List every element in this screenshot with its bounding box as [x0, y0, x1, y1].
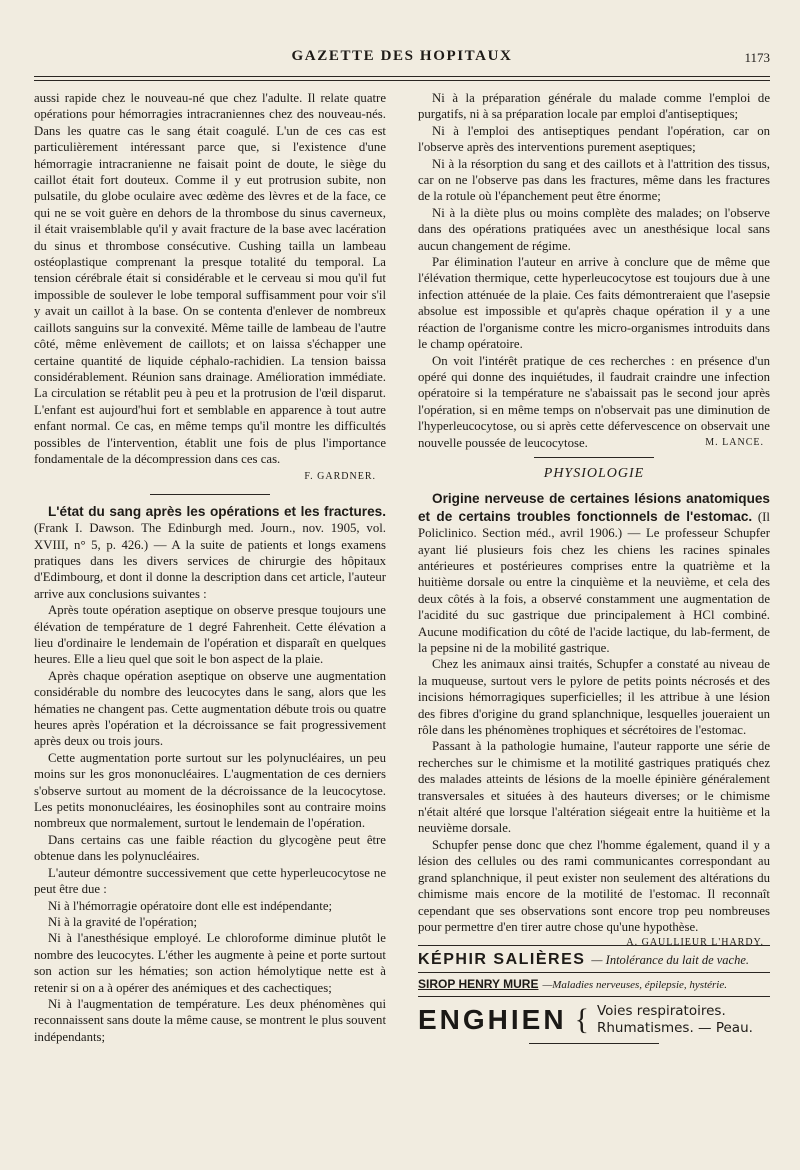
paragraph: Ni à l'augmentation de température. Les deux phénomènes qui reconnaissent sans doute la même cause, se montrent le plus souvent indépendants; — [34, 996, 386, 1044]
paragraph: Dans certains cas une faible réaction du glycogène peut être obtenue dans les polynucléaires. — [34, 832, 386, 864]
paragraph: Chez les animaux ainsi traités, Schupfer a constaté au niveau de la muqueuse, surtout vers le pylore de petits points nécrosés et des incisions hémorragiques superficielles; il les attribue à une lésion des fibres d'origine du grand splanchnique, lesquelles joueraient un rôle dans les phénomènes trophiques et sécrétoires de l'estomac. — [418, 657, 770, 738]
ad-line: Voies respiratoires. — [596, 1003, 726, 1020]
divider — [150, 494, 270, 495]
ad-text: — Intolérance du lait de vache. — [591, 953, 750, 968]
header-rule — [34, 76, 770, 77]
article-title: Origine nerveuse de certaines lésions anatomiques et de certains troubles fonctionnels de l'estomac. — [418, 491, 770, 524]
article-reference: (Frank I. Dawson. The Edinburgh med. Journ., nov. 1905, vol. XVIII, n° 5, p. 426.) — A la suite de patients et longs examens pratiques dans les divers services de chirurgie des hôpitaux d'Edimbourg, et dont il donne la description dans cet article, l'auteur arrive aux conclusions suivantes : — [34, 521, 386, 601]
ad-brand: KÉPHIR SALIÈRES — [418, 951, 586, 969]
paragraph — [418, 353, 770, 451]
ad-text: —Maladies nerveuses, épilepsie, hystérie. — [542, 978, 727, 991]
paragraph — [418, 837, 770, 949]
paragraph: Ni à la gravité de l'opération; — [48, 914, 198, 929]
journal-title: GAZETTE DES HOPITAUX — [291, 48, 513, 64]
paragraph: Ni à la résorption du sang et des caillots et à l'attrition des tissus, car on ne l'observe pas dans les fractures, même dans les fractures de la rotule où l'épanchement peut être énorme; — [418, 156, 770, 204]
article-title: L'état du sang après les opérations et les fractures. — [48, 503, 386, 519]
right-column — [418, 90, 770, 1044]
ad-enghien — [418, 997, 770, 1037]
paragraph: Cette augmentation porte surtout sur les polynucléaires, un peu moins sur les gros mononucléaires. L'augmentation de ces derniers s'observe surtout au moment de la décroissance de la leucocytose. Les petits mononucléaires, les éosinophiles sont au contraire moins nombreux que normalement, surtout le lendemain de l'opération. — [34, 750, 386, 831]
paragraph-text: Schupfer pense donc que chez l'homme également, quand il y a lésion des cellules ou des rami communicantes correspondant au grand splanchnique, il peut exister non seulement des altérations du chimisme mais encore de la motilité de l'estomac. Il reconnaît cependant que ses observations sont encore trop peu nombreuses pour permettre d'en tirer autre chose qu'une hypothèse. — [418, 837, 770, 934]
paragraph: Passant à la pathologie humaine, l'auteur rapporte une série de recherches sur le chimisme et la motilité gastriques pratiqués chez des malades atteints de lésions de la moelle épinière généralement transversales et situées à des hauteurs diverses; or le chimisme n'était altéré que lorsque l'altération siégeait entre la huitième et la neuvième dorsale. — [418, 739, 770, 836]
divider — [534, 457, 654, 458]
article-heading — [418, 490, 770, 656]
header-rule-thin — [34, 80, 770, 81]
paragraph: Ni à l'emploi des antiseptiques pendant l'opération, car on l'observe après des interventions purement aseptiques; — [418, 123, 770, 155]
author-signature: F. GARDNER. — [304, 471, 376, 483]
ad-lines — [597, 1003, 753, 1037]
author-signature: A. GAULLIEUR L'HARDY. — [626, 937, 764, 949]
author-signature: M. LANCE. — [705, 436, 764, 448]
ad-sirop — [418, 973, 770, 997]
paragraph: aussi rapide chez le nouveau-né que chez l'adulte. Il relate quatre opérations pour hémorragies intracraniennes chez des nouveau-nés. Dans les quatre cas le sang était coagulé. L'un de ces cas est particulièrement intéressant parce que, si l'existence d'une hémorragie intracranienne ne faisait point de doute, le siège du caillot était fort douteux. Comme il y eut protrusion subite, non pulsatile, du globe oculaire avec œdème des lèvres et de la face, ce qui ne se voit guère en dehors de la thrombose du sinus caverneux, il était vraisemblable qu'il y avait fracture de la base avec lacération du sinus et thrombose consécutive. Cushing tailla un lambeau ostéoplastique comprenant la presque totalité du temporal. La tension cérébrale était si considérable et le cerveau si mou qu'il fut impossible de soulever le lobe temporal suffisamment pour voir s'il y avait un caillot à la base. On se contenta d'enlever de nombreux caillots sanguins sur la convexité. Même taille de lambeau de l'autre côté, même enlèvement de caillots; et on laissa s'échapper une certaine quantité de liquide céphalo-rachidien. La tension baissa considérablement. Réunion sans drainage. Amélioration immédiate. La circulation se rétablit peu à peu et la protrusion de l'œil disparut. L'enfant est aujourd'hui fort et semblable en apparence à tout autre enfant normal. Ce cas, en même temps qu'il montre les difficultés possibles de l'intervention, établit une fois de plus l'importance fondamentale de la décompression dans ces cas. — [34, 91, 386, 466]
article-heading — [34, 503, 386, 602]
article-reference: (Il Policlinico. Section méd., avril 1906.) — Le professeur Schupfer ayant lié plusieurs fois chez les chiens les racines spinales antérieures et postérieures comprises entre la quatrième et la huitième dorsale ou entre la cinquième et la neuvième, et cela des deux côtés à la fois, a observé constamment une augmentation de l'acidité du suc gastrique due principalement à HCl combiné. Aucune modification du côté de l'acide lactique, du lab-ferment, de la pepsine ni de la mobilité gastrique. — [418, 509, 770, 655]
divider — [529, 1043, 659, 1044]
ad-line: Rhumatismes. — Peau. — [596, 1020, 753, 1037]
paragraph: Ni à la préparation générale du malade comme l'emploi de purgatifs, ni à sa préparation locale par emploi d'antiseptiques; — [418, 91, 770, 122]
paragraph: Après chaque opération aseptique on observe une augmentation considérable du nombre des leucocytes dans le sang, alors que les hématies ne changent pas. Cette augmentation débute trois ou quatre heures après l'opération et la décroissance se fait progressivement après deux ou trois jours. — [34, 668, 386, 749]
ad-brand: SIROP HENRY MURE — [418, 976, 539, 991]
page-header — [34, 48, 770, 74]
left-column — [34, 90, 386, 1045]
ad-kephir — [418, 952, 770, 972]
paragraph: L'auteur démontre successivement que cette hyperleucocytose ne peut être due : — [34, 865, 386, 897]
page-number: 1173 — [744, 50, 770, 65]
paragraph: Ni à la diète plus ou moins complète des malades; on l'observe dans des opérations pratiquées avec un anesthésique local sans aucun changement de régime. — [418, 205, 770, 253]
paragraph: Ni à l'anesthésique employé. Le chloroforme diminue plutôt le nombre des leucocytes. L'éther les augmente à peine et porte surtout son action sur les hématies; son action hémolytique nette est à retenir si on a à opérer des anémiques et des cachectiques; — [34, 931, 386, 995]
ad-brand: ENGHIEN — [418, 1003, 567, 1035]
advertisements — [418, 945, 770, 1044]
paragraph: Après toute opération aseptique on observe presque toujours une élévation de température de 1 degré Fahrenheit. Cette élévation a lieu d'ordinaire le lendemain de l'opération et disparaît en quelques heures. Elle a lieu quel que soit le bon aspect de la plaie. — [34, 603, 386, 667]
paragraph-text: On voit l'intérêt pratique de ces recherches : en présence d'un opéré qui donne des inquiétudes, il faudrait craindre une infection opératoire si la température ne s'abaissait pas le second jour après l'opération, si en même temps on n'observait pas une diminution de l'hyperleucocytose, ou si après cette défervescence on observait une nouvelle poussée de leucocytose. — [418, 353, 770, 450]
paragraph: Ni à l'hémorragie opératoire dont elle est indépendante; — [48, 898, 333, 913]
section-heading: PHYSIOLOGIE — [543, 465, 645, 481]
paragraph: Par élimination l'auteur en arrive à conclure que de même que l'élévation thermique, cette hyperleucocytose est toujours due à une infection atténuée de la plaie. Ces faits démontreraient que l'asepsie absolue est impossible et qu'après chaque opération il y a une réaction de l'organisme contre les micro-organismes introduits dans le champ opératoire. — [418, 255, 770, 352]
brace-glyph: { — [574, 1003, 589, 1037]
